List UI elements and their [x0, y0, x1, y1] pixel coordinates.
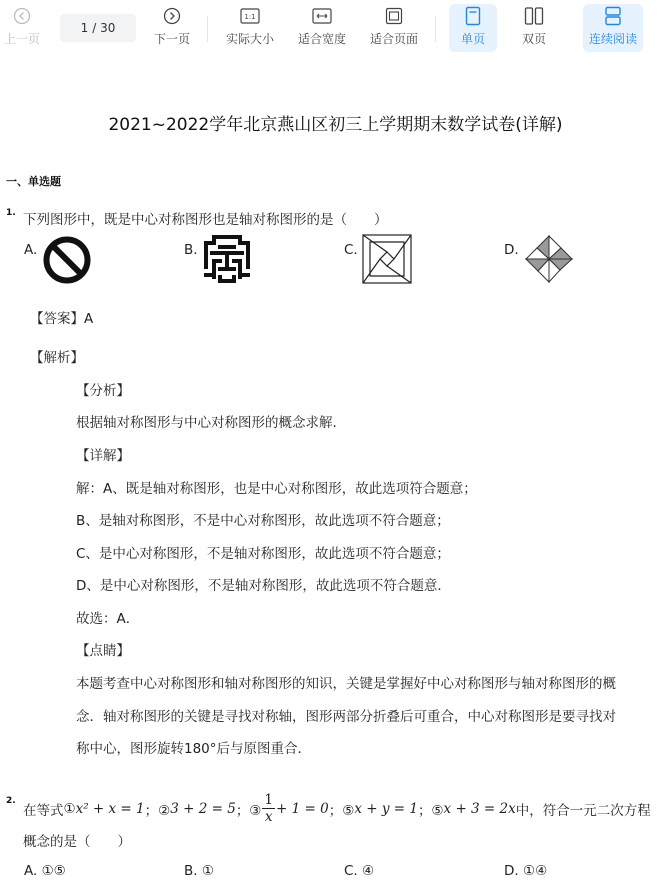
actual-size-label: 实际大小 [225, 32, 274, 46]
double-page-label: 双页 [521, 32, 546, 46]
q2-option-b: B. ① [184, 863, 214, 879]
prev-page-label: 上一页 [3, 32, 40, 46]
question-2-stem-line2: 概念的是（ ） [23, 834, 131, 850]
fit-width-label: 适合宽度 [297, 32, 346, 46]
toolbar-divider [207, 16, 208, 42]
q2-equation-2: 3 + 2 = 5 [170, 801, 236, 817]
actual-size-icon [240, 4, 260, 28]
q1-option-b-label: B. [184, 242, 198, 258]
single-page-icon [465, 4, 481, 28]
svg-text:1:1: 1:1 [244, 13, 256, 21]
q2-mark: ；⑤ [328, 803, 355, 819]
q1-xiangjie-header: 【详解】 [76, 448, 130, 464]
next-page-label: 下一页 [153, 32, 190, 46]
q2-equation-1: x² + x = 1 [75, 801, 145, 817]
question-2-number: 2. [6, 796, 16, 806]
chevron-left-circle-icon [13, 4, 31, 28]
q1-option-a-label: A. [24, 242, 38, 258]
q1-dianjing-line: 念．轴对称图形的关键是寻找对称轴，图形两部分折叠后可重合，中心对称图形是要寻找对 [76, 709, 616, 725]
q1-xiangjie-line: C、是中心对称图形，不是轴对称图形，故此选项不符合题意； [76, 546, 450, 562]
double-page-icon [524, 4, 544, 28]
continuous-read-button[interactable] [583, 4, 643, 52]
fit-page-button[interactable] [366, 4, 422, 52]
q2-option-a: A. ①⑤ [24, 863, 66, 879]
q1-analysis-header: 【解析】 [30, 350, 84, 366]
q1-xiangjie-line: 故选：A． [76, 611, 140, 627]
q1-answer: 【答案】A [30, 311, 94, 327]
q2-mark: ；② [144, 803, 171, 819]
q2-mark: ；③ [235, 803, 262, 819]
q2-option-d: D. ①④ [504, 863, 548, 879]
q2-fraction-numerator: 1 [264, 791, 274, 808]
fit-page-label: 适合页面 [369, 32, 418, 46]
question-2-stem [23, 789, 651, 829]
single-page-label: 单页 [460, 32, 485, 46]
fit-width-icon [312, 4, 332, 28]
maze-pattern-figure [204, 235, 250, 287]
page-total: / 30 [92, 21, 116, 35]
prev-page-button[interactable] [2, 4, 42, 52]
q2-stem-prefix: 在等式 [23, 803, 64, 819]
page-indicator [60, 14, 136, 42]
q1-option-c-label: C. [344, 242, 358, 258]
q2-equation-4: x + y = 1 [354, 801, 418, 817]
q2-fraction-denominator: x [264, 809, 273, 825]
q1-xiangjie-line: B、是轴对称图形，不是中心对称图形，故此选项不符合题意； [76, 513, 450, 529]
q2-stem-suffix: 中，符合一元二次方程 [515, 803, 651, 819]
no-sign-figure [42, 235, 92, 289]
q1-fenxi-text: 根据轴对称图形与中心对称图形的概念求解． [76, 415, 346, 431]
q2-mark: ；⑤ [417, 803, 444, 819]
double-page-button[interactable] [512, 4, 556, 52]
q1-dianjing-line: 称中心，图形旋转180°后与原图重合． [76, 741, 312, 757]
q1-dianjing-header: 【点睛】 [76, 643, 130, 659]
q1-fenxi-header: 【分析】 [76, 383, 130, 399]
page-number-input[interactable]: 1 [80, 21, 89, 35]
toolbar-divider [435, 16, 436, 42]
q2-mark: ① [63, 801, 76, 817]
fit-width-button[interactable] [294, 4, 350, 52]
fit-page-icon [385, 4, 403, 28]
q2-equation-3: + 1 = 0 [276, 801, 329, 817]
q2-fraction [262, 791, 275, 825]
q2-option-c: C. ④ [344, 863, 375, 879]
chevron-right-circle-icon [163, 4, 181, 28]
next-page-button[interactable] [150, 4, 194, 52]
q2-equation-5: x + 3 = 2x [443, 801, 516, 817]
single-page-button[interactable] [449, 4, 497, 52]
document-title: 2021~2022学年北京燕山区初三上学期期末数学试卷(详解) [108, 115, 563, 135]
q1-dianjing-line: 本题考查中心对称图形和轴对称图形的知识，关键是掌握好中心对称图形与轴对称图形的概 [76, 676, 616, 692]
q1-xiangjie-line: D、是中心对称图形，不是轴对称图形，故此选项不符合题意． [76, 578, 451, 594]
q1-option-d-label: D. [504, 242, 519, 258]
continuous-read-label: 连续阅读 [588, 32, 637, 46]
continuous-read-icon [604, 4, 622, 28]
actual-size-button[interactable] [222, 4, 278, 52]
question-1-number: 1. [6, 208, 16, 218]
question-1-stem: 下列图形中，既是中心对称图形也是轴对称图形的是（ ） [23, 212, 388, 228]
reader-toolbar [0, 0, 671, 56]
q1-xiangjie-line: 解：A、既是轴对称图形，也是中心对称图形，故此选项符合题意； [76, 481, 477, 497]
square-pinwheel-figure [362, 234, 412, 288]
section-heading: 一、单选题 [6, 175, 61, 188]
windmill-figure [524, 234, 574, 288]
